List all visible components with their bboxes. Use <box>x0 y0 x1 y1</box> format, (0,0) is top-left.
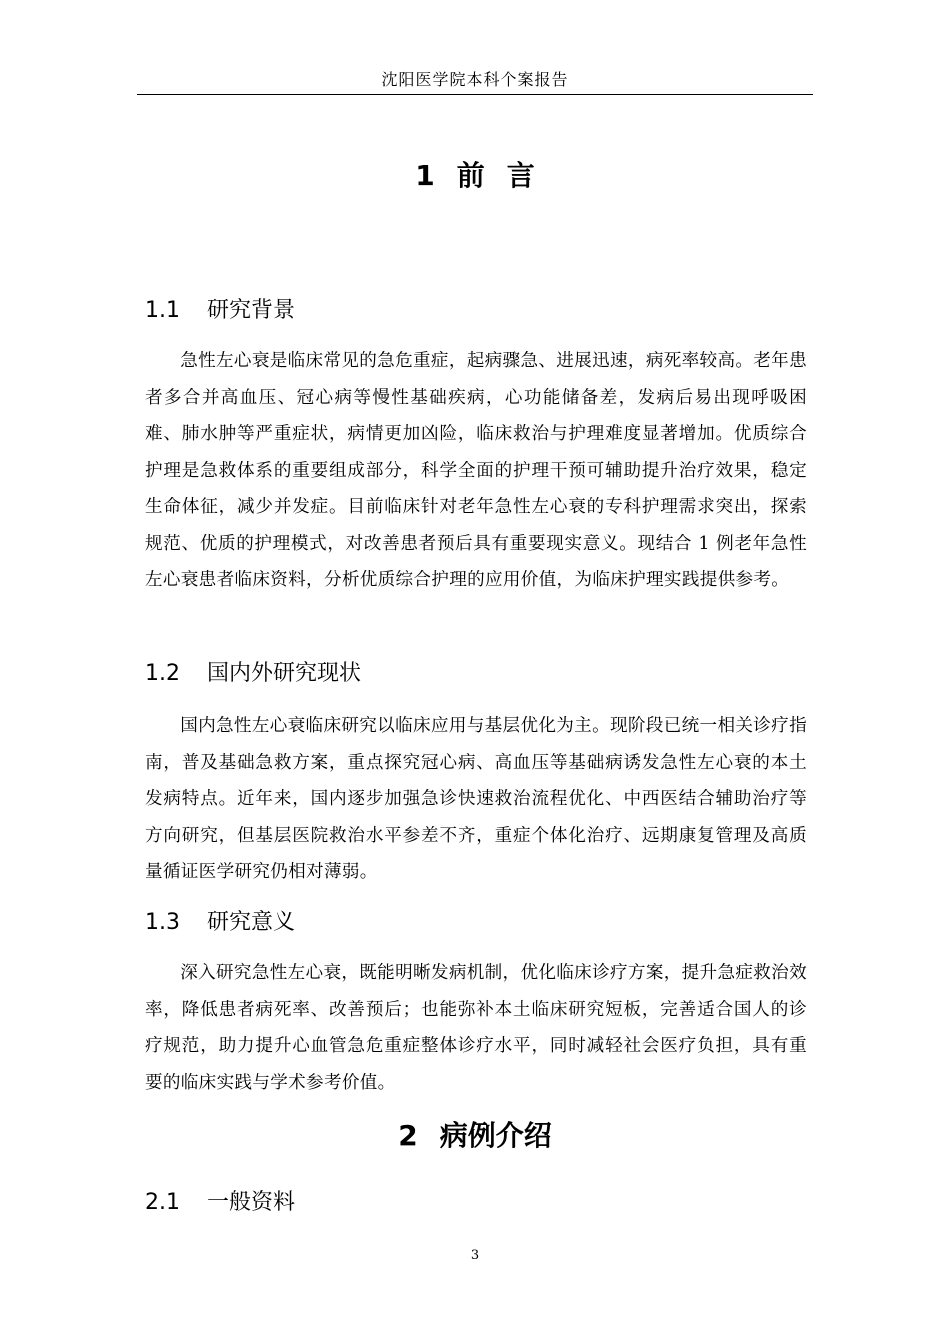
section-title: 研究背景 <box>207 298 296 323</box>
section-number: 1.2 <box>145 661 180 686</box>
section-heading-1-1 <box>145 297 295 325</box>
section-number: 1.1 <box>145 298 180 323</box>
paragraph-research-status: 国内急性左心衰临床研究以临床应用与基层优化为主。现阶段已统一相关诊疗指南，普及基础急救方案，重点探究冠心病、高血压等基础病诱发急性左心衰的本土发病特点。近年来，国内逐步加强急诊快速救治流程优化、中西医结合辅助治疗等方向研究，但基层医院救治水平参差不齐，重症个体化治疗、远期康复管理及高质量循证医学研究仍相对薄弱。 <box>145 716 807 882</box>
header-rule <box>137 94 813 95</box>
paragraph-research-significance: 深入研究急性左心衰，既能明晰发病机制，优化临床诊疗方案，提升急症救治效率，降低患者病死率、改善预后；也能弥补本土临床研究短板，完善适合国人的诊疗规范，助力提升心血管急危重症整体诊疗水平，同时减轻社会医疗负担，具有重要的临床实践与学术参考价值。 <box>145 963 807 1093</box>
section-title: 国内外研究现状 <box>207 661 362 686</box>
section-heading-1-3 <box>145 909 295 937</box>
section-heading-1-2 <box>145 660 361 688</box>
running-header: 沈阳医学院本科个案报告 <box>381 70 569 89</box>
chapter-label: 前言 <box>456 159 557 192</box>
section-number: 1.3 <box>145 910 180 935</box>
section-title: 一般资料 <box>207 1190 296 1215</box>
chapter-number: 1 <box>415 159 435 192</box>
chapter-title-1 <box>137 158 813 194</box>
section-number: 2.1 <box>145 1190 180 1215</box>
chapter-title-2 <box>137 1118 813 1154</box>
chapter-number: 2 <box>398 1119 418 1152</box>
chapter-label: 病例介绍 <box>439 1119 552 1152</box>
page-number: 3 <box>470 1248 480 1263</box>
paragraph-research-background: 急性左心衰是临床常见的急危重症，起病骤急、进展迅速，病死率较高。老年患者多合并高血压、冠心病等慢性基础疾病，心功能储备差，发病后易出现呼吸困难、肺水肿等严重症状，病情更加凶险，临床救治与护理难度显著增加。优质综合护理是急救体系的重要组成部分，科学全面的护理干预可辅助提升治疗效果，稳定生命体征，减少并发症。目前临床针对老年急性左心衰的专科护理需求突出，探索规范、优质的护理模式，对改善患者预后具有重要现实意义。现结合 1 例老年急性左心衰患者临床资料，分析优质综合护理的应用价值，为临床护理实践提供参考。 <box>145 351 807 590</box>
section-heading-2-1 <box>145 1189 295 1217</box>
section-title: 研究意义 <box>207 910 296 935</box>
